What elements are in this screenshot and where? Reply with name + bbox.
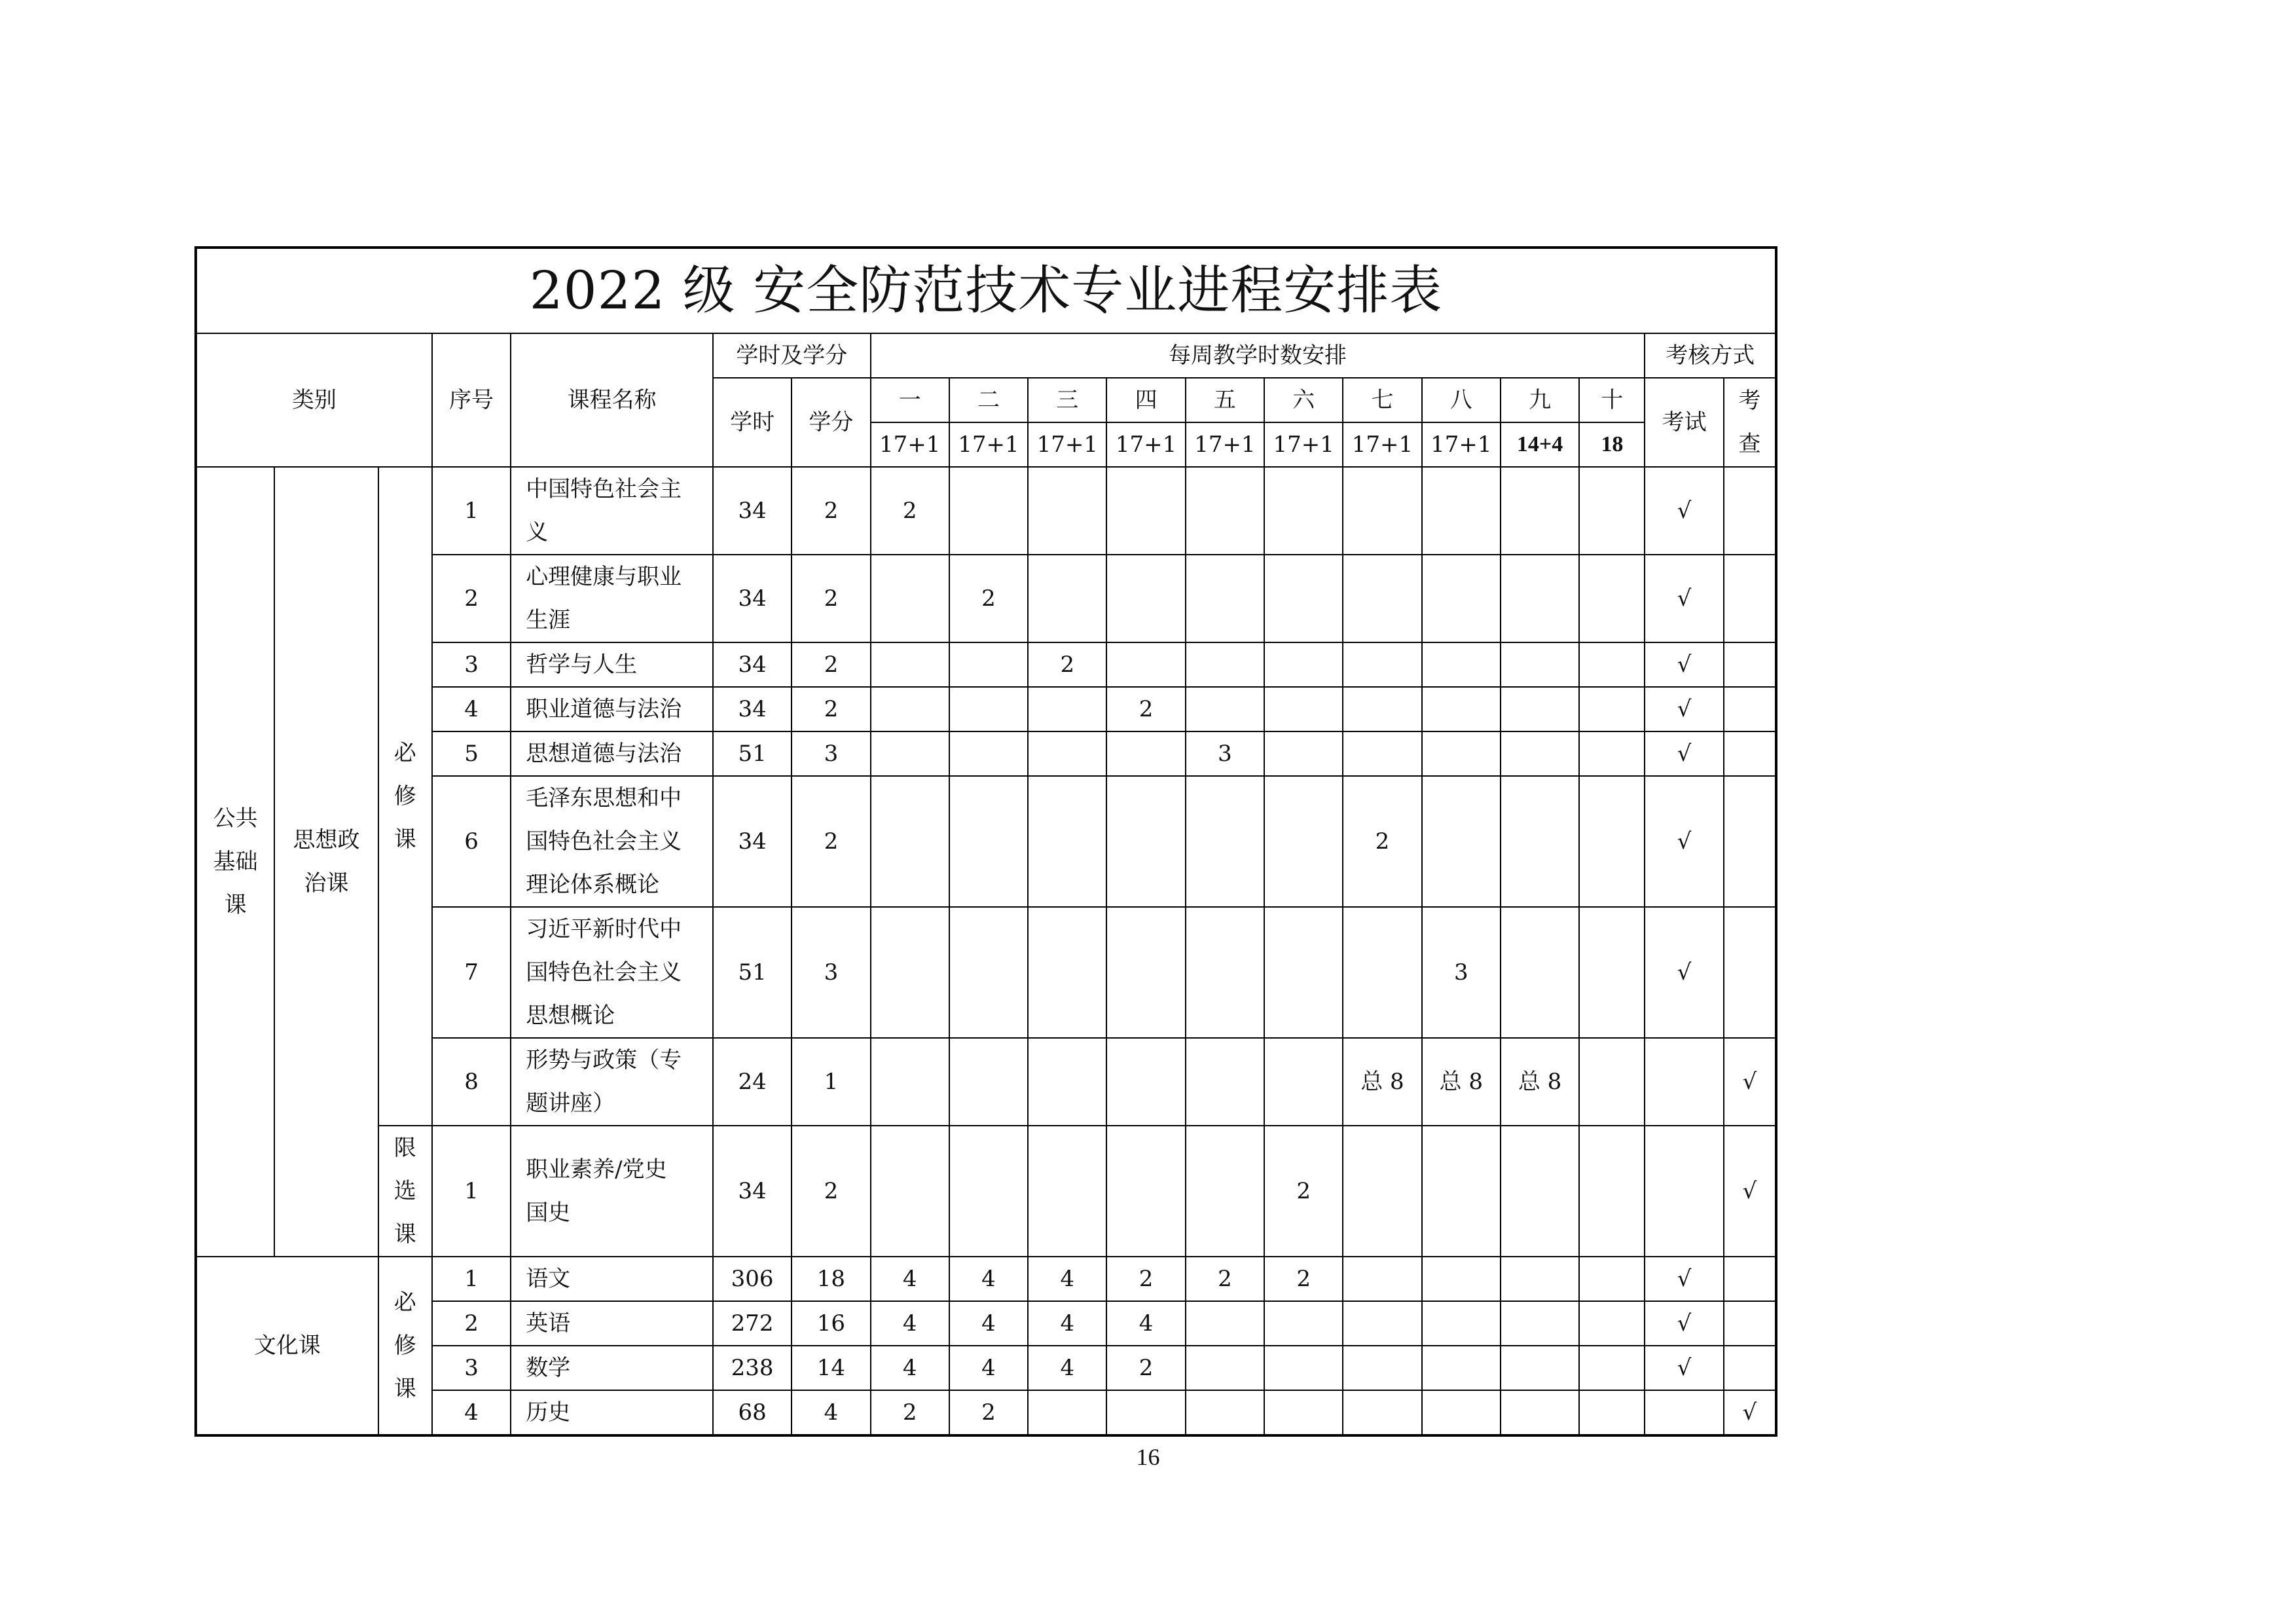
- cell-weekly-hours: [1422, 642, 1501, 687]
- cell-weekly-hours: [1343, 731, 1421, 776]
- cell-weekly-hours: [1501, 776, 1579, 907]
- cell-weekly-hours: 2: [1028, 642, 1106, 687]
- cell-weekly-hours: [1343, 907, 1421, 1038]
- cell-seq: 4: [432, 687, 511, 731]
- cell-credits: 2: [792, 642, 870, 687]
- cell-exam-mark: √: [1645, 907, 1723, 1038]
- cell-weekly-hours: [1186, 687, 1264, 731]
- cell-weekly-hours: [949, 907, 1028, 1038]
- header-weeks: 17+1: [1264, 422, 1343, 467]
- cell-credits: 2: [792, 467, 870, 555]
- cell-exam-mark: [1645, 1390, 1723, 1435]
- cell-exam-mark: √: [1645, 555, 1723, 642]
- table-row: [196, 1126, 1776, 1257]
- header-semester: 三: [1028, 378, 1106, 422]
- cell-weekly-hours: 2: [871, 1390, 949, 1435]
- cell-weekly-hours: [1579, 1257, 1645, 1301]
- cell-weekly-hours: [1501, 687, 1579, 731]
- cell-exam-mark: √: [1645, 642, 1723, 687]
- cell-weekly-hours: [1579, 555, 1645, 642]
- cell-course-name: 数学: [511, 1346, 713, 1390]
- cell-weekly-hours: [1028, 1126, 1106, 1257]
- cell-weekly-hours: 3: [1186, 731, 1264, 776]
- header-semester: 二: [949, 378, 1028, 422]
- cell-weekly-hours: [1106, 776, 1185, 907]
- header-semester: 一: [871, 378, 949, 422]
- header-semester: 七: [1343, 378, 1421, 422]
- header-assessment: 考核方式: [1645, 333, 1776, 378]
- cell-weekly-hours: [1186, 1346, 1264, 1390]
- cell-weekly-hours: [1106, 642, 1185, 687]
- cell-check-mark: [1724, 1257, 1776, 1301]
- cell-weekly-hours: [1264, 731, 1343, 776]
- cell-weekly-hours: [1579, 642, 1645, 687]
- cell-credits: 2: [792, 1126, 870, 1257]
- cell-weekly-hours: [1264, 1038, 1343, 1126]
- cell-weekly-hours: [1343, 1301, 1421, 1346]
- cell-hours: 24: [713, 1038, 792, 1126]
- cell-check-mark: [1724, 687, 1776, 731]
- cell-check-mark: [1724, 467, 1776, 555]
- cell-weekly-hours: [1501, 1301, 1579, 1346]
- cell-hours: 68: [713, 1390, 792, 1435]
- header-semester: 六: [1264, 378, 1343, 422]
- cell-weekly-hours: [1579, 687, 1645, 731]
- cell-check-mark: [1724, 907, 1776, 1038]
- cell-weekly-hours: [1264, 1301, 1343, 1346]
- cell-weekly-hours: [871, 642, 949, 687]
- cell-hours: 306: [713, 1257, 792, 1301]
- cell-weekly-hours: 4: [871, 1301, 949, 1346]
- cell-weekly-hours: [1579, 467, 1645, 555]
- cell-weekly-hours: [1264, 555, 1343, 642]
- cell-seq: 1: [432, 1126, 511, 1257]
- cell-hours: 34: [713, 687, 792, 731]
- cell-hours: 34: [713, 467, 792, 555]
- cell-exam-mark: √: [1645, 1301, 1723, 1346]
- cell-credits: 3: [792, 907, 870, 1038]
- category-culture: 文化课: [196, 1257, 378, 1435]
- cell-weekly-hours: [1422, 1301, 1501, 1346]
- cell-weekly-hours: [1579, 907, 1645, 1038]
- cell-hours: 272: [713, 1301, 792, 1346]
- table-row: [196, 1390, 1776, 1435]
- cell-weekly-hours: 2: [949, 555, 1028, 642]
- cell-weekly-hours: [1501, 555, 1579, 642]
- cell-exam-mark: [1645, 1038, 1723, 1126]
- cell-weekly-hours: [1343, 642, 1421, 687]
- cell-weekly-hours: [1501, 1126, 1579, 1257]
- cell-weekly-hours: [1579, 1346, 1645, 1390]
- cell-weekly-hours: [1422, 1126, 1501, 1257]
- cell-check-mark: [1724, 555, 1776, 642]
- cell-weekly-hours: [1501, 1390, 1579, 1435]
- cell-weekly-hours: [1501, 731, 1579, 776]
- cell-weekly-hours: [1186, 907, 1264, 1038]
- table-row: [196, 1346, 1776, 1390]
- cell-weekly-hours: 2: [1264, 1126, 1343, 1257]
- header-category: 类别: [196, 333, 432, 467]
- cell-weekly-hours: [871, 1038, 949, 1126]
- cell-seq: 3: [432, 642, 511, 687]
- cell-weekly-hours: 2: [1106, 1257, 1185, 1301]
- cell-weekly-hours: [949, 776, 1028, 907]
- header-course-name: 课程名称: [511, 333, 713, 467]
- header-semester: 十: [1579, 378, 1645, 422]
- cell-weekly-hours: 4: [949, 1257, 1028, 1301]
- cell-weekly-hours: [1106, 467, 1185, 555]
- cell-weekly-hours: [949, 642, 1028, 687]
- table-row: [196, 731, 1776, 776]
- cell-hours: 51: [713, 907, 792, 1038]
- header-weeks: 17+1: [949, 422, 1028, 467]
- header-semester: 八: [1422, 378, 1501, 422]
- cell-weekly-hours: [1106, 555, 1185, 642]
- cell-exam-mark: √: [1645, 776, 1723, 907]
- header-weeks: 17+1: [1028, 422, 1106, 467]
- cell-weekly-hours: 总 8: [1501, 1038, 1579, 1126]
- cell-weekly-hours: [1264, 467, 1343, 555]
- cell-seq: 8: [432, 1038, 511, 1126]
- cell-weekly-hours: [1186, 776, 1264, 907]
- cell-credits: 14: [792, 1346, 870, 1390]
- cell-hours: 34: [713, 642, 792, 687]
- cell-weekly-hours: [1106, 731, 1185, 776]
- cell-seq: 1: [432, 1257, 511, 1301]
- cell-weekly-hours: [1501, 642, 1579, 687]
- cell-course-name: 思想道德与法治: [511, 731, 713, 776]
- cell-credits: 1: [792, 1038, 870, 1126]
- cell-weekly-hours: [1422, 1390, 1501, 1435]
- cell-weekly-hours: [949, 467, 1028, 555]
- cell-weekly-hours: [1186, 642, 1264, 687]
- cell-weekly-hours: [1264, 907, 1343, 1038]
- cell-check-mark: [1724, 1346, 1776, 1390]
- cell-check-mark: [1724, 642, 1776, 687]
- cell-credits: 2: [792, 687, 870, 731]
- cell-weekly-hours: [949, 1126, 1028, 1257]
- cell-weekly-hours: [1028, 731, 1106, 776]
- cell-weekly-hours: [1579, 1126, 1645, 1257]
- cell-weekly-hours: [1264, 776, 1343, 907]
- header-weeks: 17+1: [1343, 422, 1421, 467]
- cell-weekly-hours: [871, 687, 949, 731]
- cell-weekly-hours: 2: [1106, 1346, 1185, 1390]
- header-check: 考 查: [1724, 378, 1776, 467]
- header-credits: 学分: [792, 378, 870, 467]
- cell-hours: 238: [713, 1346, 792, 1390]
- cell-weekly-hours: [1028, 776, 1106, 907]
- cell-weekly-hours: [1422, 1257, 1501, 1301]
- cell-weekly-hours: 4: [1106, 1301, 1185, 1346]
- table-row: [196, 776, 1776, 907]
- cell-weekly-hours: [1343, 555, 1421, 642]
- cell-weekly-hours: [1186, 1390, 1264, 1435]
- cell-weekly-hours: [949, 731, 1028, 776]
- cell-seq: 6: [432, 776, 511, 907]
- cell-weekly-hours: [1106, 1390, 1185, 1435]
- cell-seq: 1: [432, 467, 511, 555]
- cell-seq: 2: [432, 1301, 511, 1346]
- schedule-table: [194, 246, 1777, 1437]
- cell-check-mark: √: [1724, 1038, 1776, 1126]
- cell-check-mark: [1724, 731, 1776, 776]
- cell-weekly-hours: [1579, 1038, 1645, 1126]
- cell-seq: 7: [432, 907, 511, 1038]
- header-semester: 四: [1106, 378, 1185, 422]
- table-title: 2022 级 安全防范技术专业进程安排表: [196, 248, 1776, 333]
- header-semester: 九: [1501, 378, 1579, 422]
- cell-exam-mark: √: [1645, 687, 1723, 731]
- category-ideology: 思想政 治课: [274, 467, 378, 1257]
- cell-course-name: 习近平新时代中 国特色社会主义 思想概论: [511, 907, 713, 1038]
- cell-weekly-hours: [1106, 1126, 1185, 1257]
- cell-weekly-hours: [1028, 467, 1106, 555]
- cell-credits: 4: [792, 1390, 870, 1435]
- cell-weekly-hours: [1028, 555, 1106, 642]
- table-row: [196, 907, 1776, 1038]
- cell-weekly-hours: [1579, 1301, 1645, 1346]
- cell-weekly-hours: [1422, 555, 1501, 642]
- cell-weekly-hours: 2: [1106, 687, 1185, 731]
- cell-weekly-hours: 2: [1186, 1257, 1264, 1301]
- cell-weekly-hours: 4: [1028, 1257, 1106, 1301]
- header-exam: 考试: [1645, 378, 1723, 467]
- cell-exam-mark: √: [1645, 1346, 1723, 1390]
- cell-course-name: 形势与政策（专 题讲座）: [511, 1038, 713, 1126]
- cell-weekly-hours: [1186, 1038, 1264, 1126]
- header-weekly: 每周教学时数安排: [871, 333, 1645, 378]
- cell-hours: 34: [713, 1126, 792, 1257]
- cell-weekly-hours: 4: [949, 1346, 1028, 1390]
- cell-weekly-hours: [1028, 1390, 1106, 1435]
- cell-weekly-hours: 2: [1343, 776, 1421, 907]
- cell-hours: 34: [713, 776, 792, 907]
- cell-weekly-hours: [1343, 1390, 1421, 1435]
- cell-weekly-hours: 4: [871, 1346, 949, 1390]
- cell-course-name: 历史: [511, 1390, 713, 1435]
- header-weeks: 17+1: [871, 422, 949, 467]
- cell-weekly-hours: [1579, 731, 1645, 776]
- header-weeks: 14+4: [1501, 422, 1579, 467]
- table-row: [196, 1038, 1776, 1126]
- cell-weekly-hours: 2: [871, 467, 949, 555]
- cell-weekly-hours: [1501, 1257, 1579, 1301]
- cell-weekly-hours: [1501, 467, 1579, 555]
- cell-weekly-hours: [949, 1038, 1028, 1126]
- cell-course-name: 职业道德与法治: [511, 687, 713, 731]
- table-row: [196, 1301, 1776, 1346]
- category-public-basic: 公共 基础 课: [196, 467, 274, 1257]
- cell-exam-mark: √: [1645, 731, 1723, 776]
- cell-weekly-hours: [1422, 467, 1501, 555]
- table-row: [196, 467, 1776, 555]
- cell-weekly-hours: [1028, 1038, 1106, 1126]
- cell-weekly-hours: 4: [871, 1257, 949, 1301]
- header-hours: 学时: [713, 378, 792, 467]
- cell-weekly-hours: [871, 907, 949, 1038]
- cell-weekly-hours: [1422, 687, 1501, 731]
- cell-weekly-hours: 4: [949, 1301, 1028, 1346]
- cell-credits: 2: [792, 555, 870, 642]
- cell-check-mark: [1724, 1301, 1776, 1346]
- cell-exam-mark: √: [1645, 1257, 1723, 1301]
- cell-course-name: 中国特色社会主 义: [511, 467, 713, 555]
- cell-check-mark: √: [1724, 1390, 1776, 1435]
- category-required: 必 修 课: [378, 1257, 432, 1435]
- cell-weekly-hours: [1186, 467, 1264, 555]
- cell-credits: 18: [792, 1257, 870, 1301]
- cell-weekly-hours: [949, 687, 1028, 731]
- cell-seq: 5: [432, 731, 511, 776]
- cell-weekly-hours: [1186, 555, 1264, 642]
- table-row: [196, 555, 1776, 642]
- cell-weekly-hours: [1264, 1346, 1343, 1390]
- category-limited: 限 选 课: [378, 1126, 432, 1257]
- header-weeks: 17+1: [1422, 422, 1501, 467]
- cell-weekly-hours: [1264, 1390, 1343, 1435]
- cell-weekly-hours: 总 8: [1422, 1038, 1501, 1126]
- cell-weekly-hours: [871, 1126, 949, 1257]
- cell-weekly-hours: 2: [949, 1390, 1028, 1435]
- cell-check-mark: [1724, 776, 1776, 907]
- cell-weekly-hours: [1106, 1038, 1185, 1126]
- cell-weekly-hours: [1343, 1126, 1421, 1257]
- header-weeks: 18: [1579, 422, 1645, 467]
- cell-weekly-hours: [1579, 776, 1645, 907]
- cell-seq: 3: [432, 1346, 511, 1390]
- cell-weekly-hours: [1343, 467, 1421, 555]
- cell-weekly-hours: [1501, 1346, 1579, 1390]
- page-number: 16: [1136, 1444, 1160, 1470]
- cell-course-name: 语文: [511, 1257, 713, 1301]
- header-hours-credits: 学时及学分: [713, 333, 871, 378]
- cell-weekly-hours: [1343, 687, 1421, 731]
- cell-weekly-hours: [1579, 1390, 1645, 1435]
- cell-weekly-hours: [1264, 687, 1343, 731]
- cell-credits: 2: [792, 776, 870, 907]
- header-semester: 五: [1186, 378, 1264, 422]
- cell-weekly-hours: [1422, 1346, 1501, 1390]
- cell-weekly-hours: 4: [1028, 1346, 1106, 1390]
- cell-weekly-hours: [871, 776, 949, 907]
- cell-weekly-hours: [1422, 776, 1501, 907]
- cell-weekly-hours: 2: [1264, 1257, 1343, 1301]
- header-weeks: 17+1: [1106, 422, 1185, 467]
- table-row: [196, 1257, 1776, 1301]
- table-row: [196, 687, 1776, 731]
- header-seq: 序号: [432, 333, 511, 467]
- cell-course-name: 毛泽东思想和中 国特色社会主义 理论体系概论: [511, 776, 713, 907]
- cell-weekly-hours: [1106, 907, 1185, 1038]
- cell-weekly-hours: 4: [1028, 1301, 1106, 1346]
- cell-weekly-hours: [1343, 1257, 1421, 1301]
- cell-credits: 16: [792, 1301, 870, 1346]
- cell-weekly-hours: [871, 555, 949, 642]
- cell-weekly-hours: [1501, 907, 1579, 1038]
- cell-weekly-hours: [1186, 1126, 1264, 1257]
- cell-hours: 51: [713, 731, 792, 776]
- cell-course-name: 心理健康与职业 生涯: [511, 555, 713, 642]
- cell-seq: 2: [432, 555, 511, 642]
- cell-weekly-hours: [1028, 687, 1106, 731]
- cell-course-name: 职业素养/党史 国史: [511, 1126, 713, 1257]
- cell-weekly-hours: 3: [1422, 907, 1501, 1038]
- cell-weekly-hours: [1343, 1346, 1421, 1390]
- cell-exam-mark: √: [1645, 467, 1723, 555]
- cell-course-name: 英语: [511, 1301, 713, 1346]
- cell-exam-mark: [1645, 1126, 1723, 1257]
- cell-check-mark: √: [1724, 1126, 1776, 1257]
- cell-hours: 34: [713, 555, 792, 642]
- cell-credits: 3: [792, 731, 870, 776]
- cell-weekly-hours: [1422, 731, 1501, 776]
- table-row: [196, 642, 1776, 687]
- cell-seq: 4: [432, 1390, 511, 1435]
- cell-weekly-hours: 总 8: [1343, 1038, 1421, 1126]
- cell-weekly-hours: [1028, 907, 1106, 1038]
- cell-weekly-hours: [871, 731, 949, 776]
- category-required: 必 修 课: [378, 467, 432, 1126]
- header-weeks: 17+1: [1186, 422, 1264, 467]
- cell-weekly-hours: [1186, 1301, 1264, 1346]
- cell-course-name: 哲学与人生: [511, 642, 713, 687]
- cell-weekly-hours: [1264, 642, 1343, 687]
